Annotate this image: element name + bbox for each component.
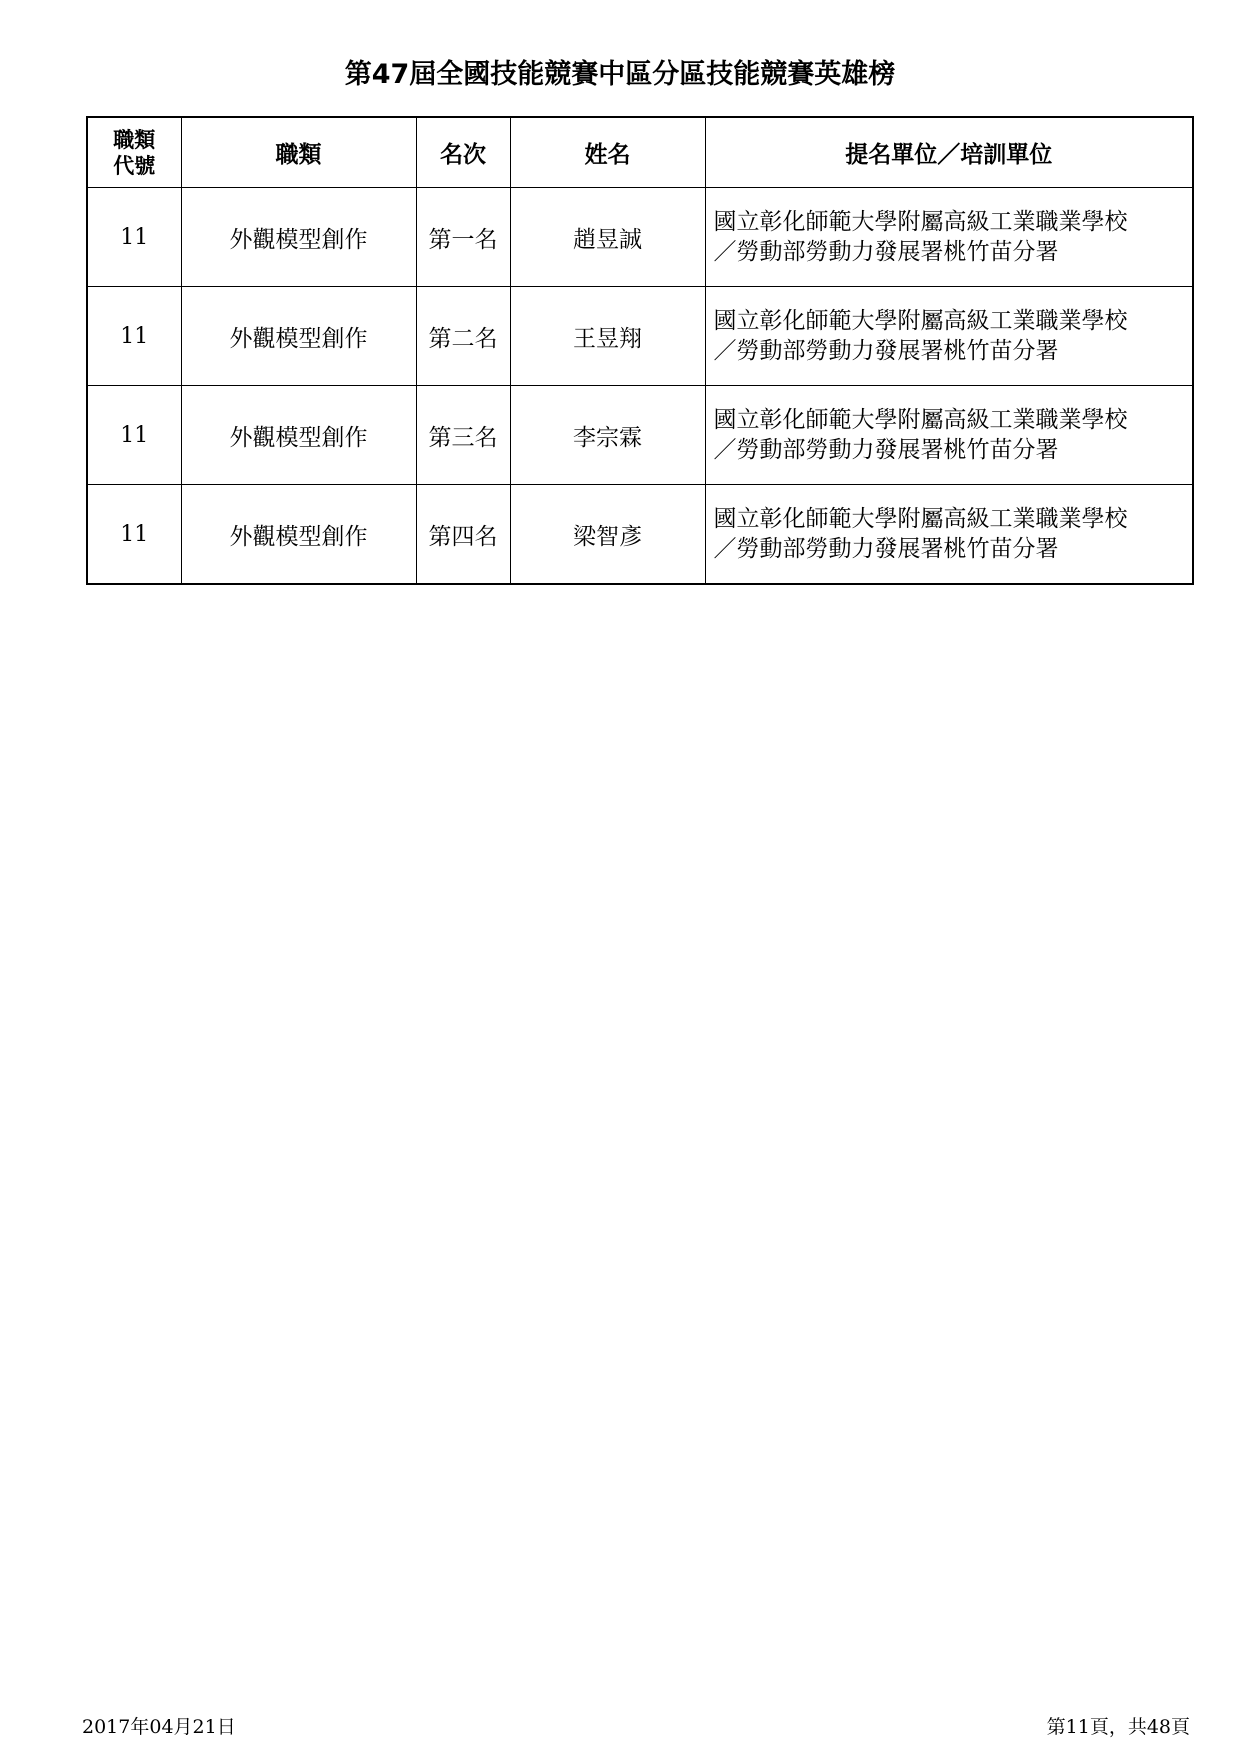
cell-name: 趙昱誠 — [510, 188, 705, 287]
cell-code: 11 — [87, 485, 181, 585]
footer-date: 2017年04月21日 — [82, 1716, 236, 1738]
cell-rank: 第一名 — [416, 188, 510, 287]
cell-unit — [705, 287, 1193, 386]
footer-page-number: 第11頁，共48頁 — [1046, 1716, 1190, 1738]
cell-unit-line2: ／勞動部勞動力發展署桃竹苗分署 — [713, 338, 1059, 364]
table-row — [87, 287, 1193, 386]
cell-code: 11 — [87, 287, 181, 386]
header-rank: 名次 — [416, 117, 510, 188]
cell-name: 梁智彥 — [510, 485, 705, 585]
cell-trade: 外觀模型創作 — [181, 386, 416, 485]
table-header-row — [87, 117, 1193, 188]
cell-trade: 外觀模型創作 — [181, 485, 416, 585]
cell-trade: 外觀模型創作 — [181, 188, 416, 287]
cell-name: 李宗霖 — [510, 386, 705, 485]
cell-code: 11 — [87, 386, 181, 485]
table-row — [87, 485, 1193, 585]
header-trade: 職類 — [181, 117, 416, 188]
table-row — [87, 386, 1193, 485]
cell-unit — [705, 188, 1193, 287]
cell-code: 11 — [87, 188, 181, 287]
cell-rank: 第二名 — [416, 287, 510, 386]
cell-unit-line2: ／勞動部勞動力發展署桃竹苗分署 — [713, 536, 1059, 562]
cell-name: 王昱翔 — [510, 287, 705, 386]
cell-unit-line2: ／勞動部勞動力發展署桃竹苗分署 — [713, 437, 1059, 463]
cell-rank: 第四名 — [416, 485, 510, 585]
cell-trade: 外觀模型創作 — [181, 287, 416, 386]
page-title: 第47屆全國技能競賽中區分區技能競賽英雄榜 — [344, 59, 896, 90]
header-name: 姓名 — [510, 117, 705, 188]
header-code-line2: 代號 — [113, 153, 156, 178]
header-code-line1: 職類 — [113, 127, 156, 152]
results-table — [86, 116, 1194, 585]
cell-unit-line1: 國立彰化師範大學附屬高級工業職業學校 — [713, 407, 1128, 433]
header-unit: 提名單位／培訓單位 — [705, 117, 1193, 188]
cell-unit-line1: 國立彰化師範大學附屬高級工業職業學校 — [713, 308, 1128, 334]
cell-unit — [705, 485, 1193, 585]
header-code — [87, 117, 181, 188]
cell-unit-line1: 國立彰化師範大學附屬高級工業職業學校 — [713, 506, 1128, 532]
table-row — [87, 188, 1193, 287]
cell-unit-line1: 國立彰化師範大學附屬高級工業職業學校 — [713, 209, 1128, 235]
cell-rank: 第三名 — [416, 386, 510, 485]
cell-unit-line2: ／勞動部勞動力發展署桃竹苗分署 — [713, 239, 1059, 265]
cell-unit — [705, 386, 1193, 485]
